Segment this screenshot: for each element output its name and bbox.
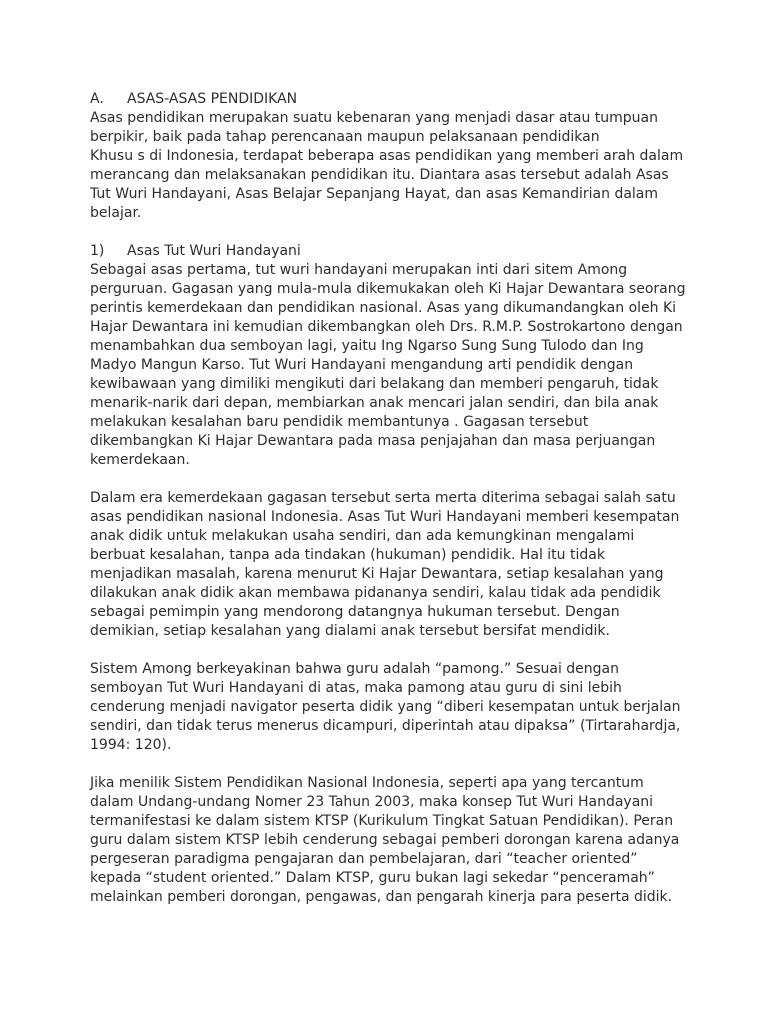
- text-line: guru dalam sistem KTSP lebih cenderung sebagai pemberi dorongan karena adanya: [90, 832, 680, 848]
- intro-paragraph: [90, 109, 730, 223]
- section-title: ASAS-ASAS PENDIDIKAN: [127, 91, 298, 107]
- text-line: melainkan pemberi dorongan, pengawas, dan pengarah kinerja para peserta didik.: [90, 889, 673, 905]
- text-line: Hajar Dewantara ini kemudian dikembangkan oleh Drs. R.M.P. Sostrokartono dengan: [90, 319, 683, 335]
- text-line: pergeseran paradigma pengajaran dan pembelajaran, dari “teacher oriented”: [90, 851, 638, 867]
- text-line: kewibawaan yang dimiliki mengikuti dari belakang dan memberi pengaruh, tidak: [90, 376, 659, 392]
- text-line: Asas pendidikan merupakan suatu kebenaran yang menjadi dasar atau tumpuan: [90, 110, 659, 126]
- paragraph: [90, 660, 730, 755]
- text-line: dikembangkan Ki Hajar Dewantara pada masa penjajahan dan masa perjuangan: [90, 433, 656, 449]
- text-line: termanifestasi ke dalam sistem KTSP (Kurikulum Tingkat Satuan Pendidikan). Peran: [90, 813, 674, 829]
- paragraph: [90, 774, 730, 907]
- subsection-title: Asas Tut Wuri Handayani: [127, 243, 301, 259]
- text-line: merancang dan melaksanakan pendidikan itu. Diantara asas tersebut adalah Asas: [90, 167, 669, 183]
- text-line: sendiri, dan tidak terus menerus dicampuri, diperintah atau dipaksa” (Tirtarahardja,: [90, 718, 681, 734]
- text-line: asas pendidikan nasional Indonesia. Asas Tut Wuri Handayani memberi kesempatan: [90, 509, 680, 525]
- text-line: perintis kemerdekaan dan pendidikan nasional. Asas yang dikumandangkan oleh Ki: [90, 300, 677, 316]
- section-number: A.: [90, 91, 104, 107]
- section-heading: [90, 90, 730, 109]
- text-line: semboyan Tut Wuri Handayani di atas, maka pamong atau guru di sini lebih: [90, 680, 622, 696]
- text-line: demikian, setiap kesalahan yang dialami anak tersebut bersifat mendidik.: [90, 623, 610, 639]
- subsection-number: 1): [90, 243, 105, 259]
- text-line: Sebagai asas pertama, tut wuri handayani merupakan inti dari sitem Among: [90, 262, 628, 278]
- text-line: kepada “student oriented.” Dalam KTSP, guru bukan lagi sekedar “penceramah”: [90, 870, 655, 886]
- text-line: Tut Wuri Handayani, Asas Belajar Sepanjang Hayat, dan asas Kemandirian dalam: [90, 186, 659, 202]
- text-line: Dalam era kemerdekaan gagasan tersebut serta merta diterima sebagai salah satu: [90, 490, 676, 506]
- text-line: Khusu s di Indonesia, terdapat beberapa asas pendidikan yang memberi arah dalam: [90, 148, 684, 164]
- text-line: perguruan. Gagasan yang mula-mula dikemukakan oleh Ki Hajar Dewantara seorang: [90, 281, 686, 297]
- paragraph: [90, 489, 730, 641]
- subsection-heading: [90, 242, 730, 261]
- text-line: kemerdekaan.: [90, 452, 190, 468]
- text-line: Sistem Among berkeyakinan bahwa guru adalah “pamong.” Sesuai dengan: [90, 661, 619, 677]
- text-line: anak didik untuk melakukan usaha sendiri, dan ada kemungkinan mengalami: [90, 528, 635, 544]
- text-line: sebagai pemimpin yang mendorong datangnya hukuman tersebut. Dengan: [90, 604, 620, 620]
- text-line: Madyo Mangun Karso. Tut Wuri Handayani mengandung arti pendidik dengan: [90, 357, 634, 373]
- text-line: melakukan kesalahan baru pendidik membantunya . Gagasan tersebut: [90, 414, 589, 430]
- text-line: berpikir, baik pada tahap perencanaan maupun pelaksanaan pendidikan: [90, 129, 600, 145]
- text-line: Jika menilik Sistem Pendidikan Nasional Indonesia, seperti apa yang tercantum: [90, 775, 644, 791]
- text-line: menambahkan dua semboyan lagi, yaitu Ing Ngarso Sung Sung Tulodo dan Ing: [90, 338, 644, 354]
- document-page: [90, 90, 730, 907]
- text-line: dilakukan anak didik akan membawa pidananya sendiri, kalau tidak ada pendidik: [90, 585, 661, 601]
- text-line: dalam Undang-undang Nomer 23 Tahun 2003, maka konsep Tut Wuri Handayani: [90, 794, 654, 810]
- body-paragraphs: [90, 261, 730, 907]
- text-line: berbuat kesalahan, tanpa ada tindakan (hukuman) pendidik. Hal itu tidak: [90, 547, 605, 563]
- text-line: belajar.: [90, 205, 142, 221]
- paragraph: [90, 261, 730, 470]
- text-line: menarik-narik dari depan, membiarkan anak mencari jalan sendiri, dan bila anak: [90, 395, 659, 411]
- text-line: cenderung menjadi navigator peserta didik yang “diberi kesempatan untuk berjalan: [90, 699, 681, 715]
- text-line: 1994: 120).: [90, 737, 172, 753]
- text-line: menjadikan masalah, karena menurut Ki Hajar Dewantara, setiap kesalahan yang: [90, 566, 664, 582]
